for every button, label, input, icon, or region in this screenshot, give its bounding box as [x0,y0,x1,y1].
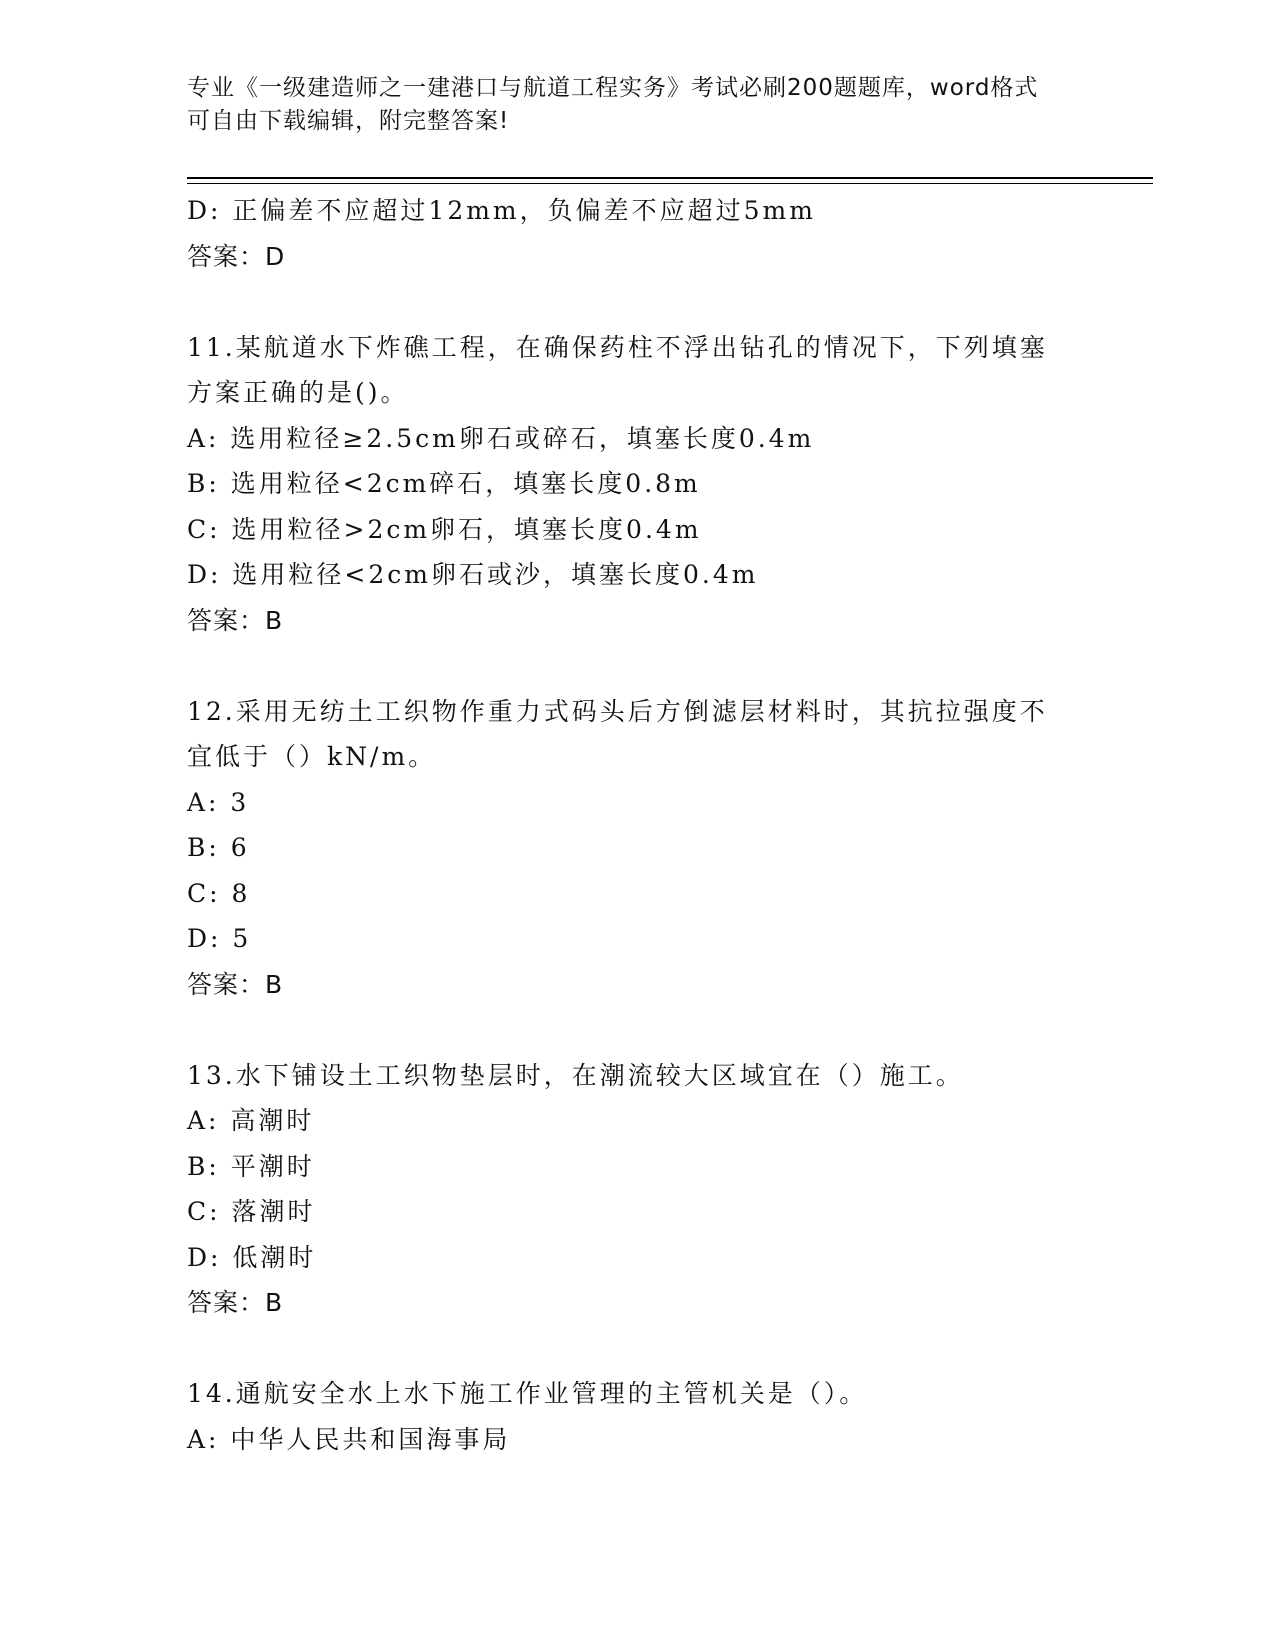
answer-line: 答案：B [187,1288,284,1317]
option-d: D: 低潮时 [187,1242,317,1272]
option-c: C: 8 [187,878,251,908]
question-12 [187,689,1087,1008]
answer-line: 答案：B [187,605,284,635]
spacer [187,1326,1087,1372]
option-a: A: 选用粒径≥2.5cm卵石或碎石，填塞长度0.4m [187,423,815,453]
option-d: D: 选用粒径<2cm卵石或沙，填塞长度0.4m [187,560,759,589]
spacer [187,643,1087,689]
question-stem: 13.水下铺设土工织物垫层时，在潮流较大区域宜在（）施工。 [187,1060,964,1090]
page-header [187,72,1087,138]
option-c: C: 落潮时 [187,1197,316,1226]
question-stem: 12.采用无纺土工织物作重力式码头后方倒滤层材料时，其抗拉强度不 [187,696,1048,726]
option-b: B: 选用粒径<2cm碎石，填塞长度0.8m [187,469,701,498]
option-b: B: 6 [187,833,250,862]
question-stem: 11.某航道水下炸礁工程，在确保药柱不浮出钻孔的情况下，下列填塞 [187,332,1048,362]
document-body [187,188,1087,1462]
header-line-2: 可自由下载编辑，附完整答案! [187,108,510,134]
answer-line: 答案：B [187,969,284,999]
spacer [187,1007,1087,1053]
question-11 [187,325,1087,644]
option-d: D: 5 [187,924,252,953]
option-c: C: 选用粒径>2cm卵石，填塞长度0.4m [187,514,702,544]
question-14 [187,1371,1087,1462]
question-stem: 14.通航安全水上水下施工作业管理的主管机关是（）。 [187,1379,868,1408]
option-a: A: 3 [187,787,250,817]
header-line-1: 专业《一级建造师之一建港口与航道工程实务》考试必刷200题题库，word格式 [187,75,1039,101]
question-stem-continued: 方案正确的是()。 [187,378,409,407]
header-rule-thick [187,177,1153,179]
option-a: A: 中华人民共和国海事局 [187,1424,511,1454]
header-rule-thin [187,183,1153,184]
option-a: A: 高潮时 [187,1106,315,1135]
option-b: B: 平潮时 [187,1151,315,1181]
question-stem-continued: 宜低于（）kN/m。 [187,742,437,771]
answer-line: 答案：D [187,241,286,271]
option-d: D: 正偏差不应超过12mm，负偏差不应超过5mm [187,196,816,225]
question-13 [187,1053,1087,1326]
spacer [187,279,1087,325]
